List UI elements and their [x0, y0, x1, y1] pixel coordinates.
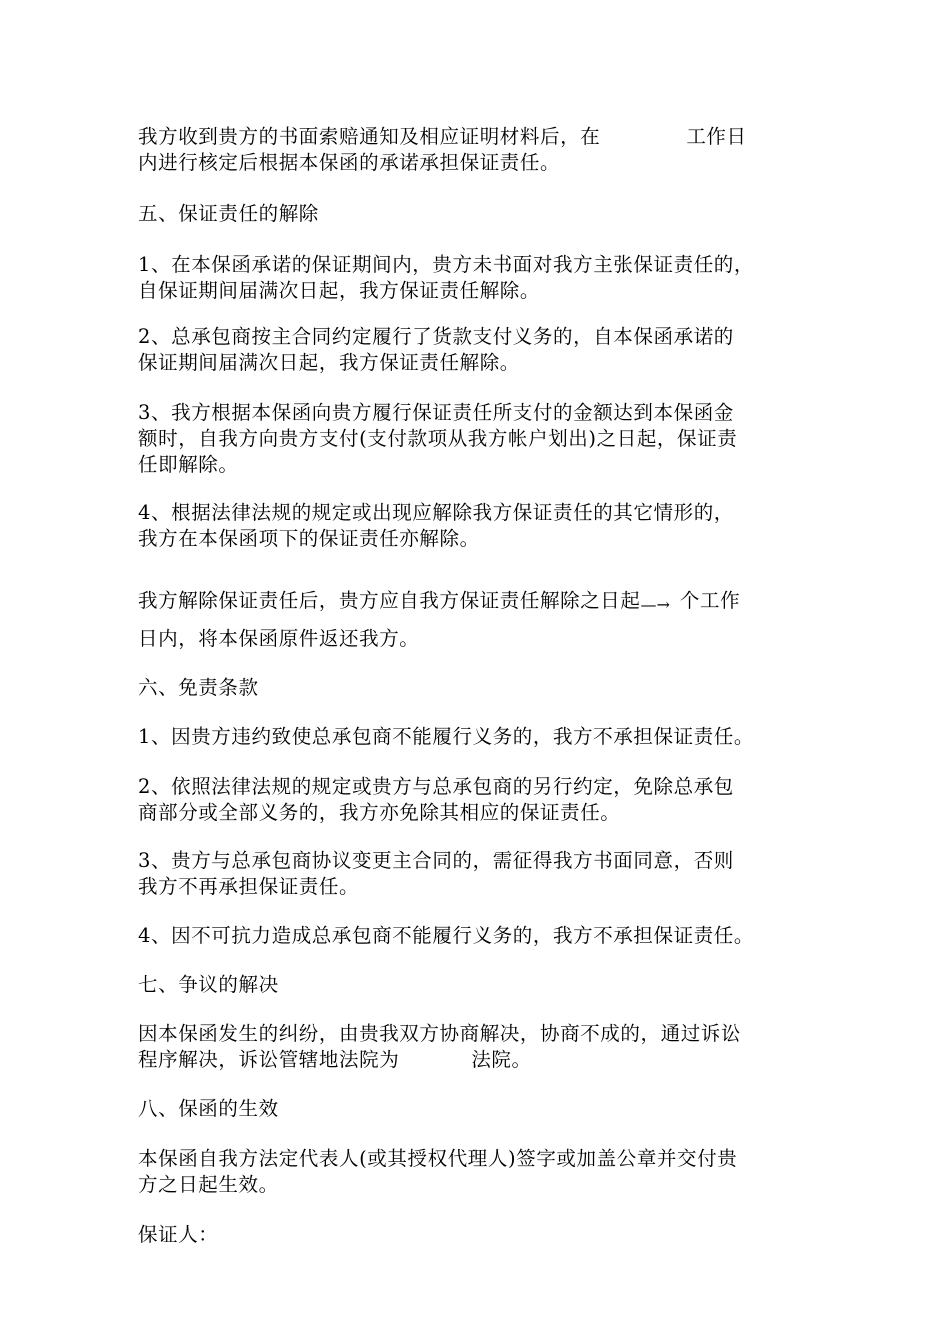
effect-line-1: 本保函自我方法定代表人(或其授权代理人)签字或加盖公章并交付贵	[138, 1147, 738, 1170]
paragraph-claim-line-2: 内进行核定后根据本保函的承诺承担保证责任。	[138, 151, 561, 174]
section-7-heading: 七、争议的解决	[138, 973, 279, 996]
clause-5-3-line-2: 额时，自我方向贵方支付(支付款项从我方帐户划出)之日起，保证责	[138, 427, 738, 450]
clause-6-4: 4、因不可抗力造成总承包商不能履行义务的，我方不承担保证责任。	[138, 924, 755, 947]
return-clause-line-2: 日内，将本保函原件返还我方。	[138, 627, 420, 650]
section-6-heading: 六、免责条款	[138, 676, 259, 699]
arrow-mark: —→	[640, 595, 670, 614]
dispute-text-before-blank: 程序解决，诉讼管辖地法院为	[138, 1048, 400, 1071]
dispute-text-after-blank: 法院。	[471, 1048, 532, 1071]
paragraph-claim-line-1	[138, 124, 747, 150]
clause-6-1: 1、因贵方违约致使总承包商不能履行义务的，我方不承担保证责任。	[138, 725, 755, 748]
guarantor-label: 保证人：	[138, 1223, 219, 1246]
section-8-heading: 八、保函的生效	[138, 1097, 279, 1120]
clause-5-3-line-1: 3、我方根据本保函向贵方履行保证责任所支付的金额达到本保函金	[138, 401, 734, 424]
clause-5-4-line-2: 我方在本保函项下的保证责任亦解除。	[138, 527, 480, 550]
clause-6-2-line-2: 商部分或全部义务的，我方亦免除其相应的保证责任。	[138, 801, 621, 824]
claim-text-before-blank: 我方收到贵方的书面索赔通知及相应证明材料后，在	[138, 125, 601, 148]
section-5-heading: 五、保证责任的解除	[138, 202, 319, 225]
clause-5-4-line-1: 4、根据法律法规的规定或出现应解除我方保证责任的其它情形的，	[138, 501, 734, 524]
clause-5-1-line-1: 1、在本保函承诺的保证期间内，贵方未书面对我方主张保证责任的，	[138, 253, 755, 276]
effect-line-2: 方之日起生效。	[138, 1173, 279, 1196]
return-text-after-blank: 个工作	[679, 589, 741, 612]
clause-6-3-line-1: 3、贵方与总承包商协议变更主合同的，需征得我方书面同意，否则	[138, 849, 734, 872]
dispute-line-2	[138, 1047, 532, 1073]
clause-5-1-line-2: 自保证期间届满次日起，我方保证责任解除。	[138, 279, 541, 302]
clause-6-3-line-2: 我方不再承担保证责任。	[138, 875, 360, 898]
return-clause-line-1	[138, 588, 740, 615]
dispute-line-1: 因本保函发生的纠纷，由贵我双方协商解决，协商不成的，通过诉讼	[138, 1022, 742, 1045]
claim-text-after-blank: 工作日	[686, 125, 747, 148]
clause-5-3-line-3: 任即解除。	[138, 453, 239, 476]
clause-5-2-line-1: 2、总承包商按主合同约定履行了货款支付义务的，自本保函承诺的	[138, 325, 734, 348]
return-text-before-blank: 我方解除保证责任后，贵方应自我方保证责任解除之日起	[138, 589, 641, 612]
clause-5-2-line-2: 保证期间届满次日起，我方保证责任解除。	[138, 351, 520, 374]
clause-6-2-line-1: 2、依照法律法规的规定或贵方与总承包商的另行约定，免除总承包	[138, 775, 734, 798]
